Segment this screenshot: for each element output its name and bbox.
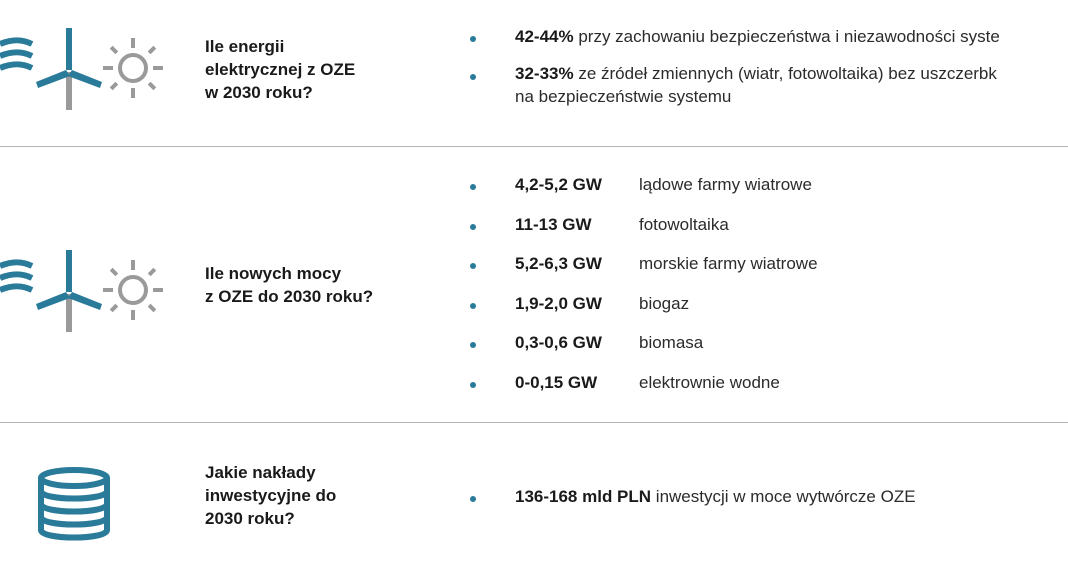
energy-sources-icon	[0, 248, 170, 332]
question-new-capacity: Ile nowych mocy z OZE do 2030 roku?	[205, 264, 374, 306]
coin-stack-icon	[36, 467, 112, 545]
divider	[0, 146, 1068, 147]
energy-sources-icon	[0, 26, 170, 110]
question-investment: Jakie nakłady inwestycyjne do 2030 roku?	[205, 463, 337, 528]
divider	[0, 422, 1068, 423]
question-energy-share: Ile energii elektrycznej z OZE w 2030 roku?	[205, 37, 356, 102]
